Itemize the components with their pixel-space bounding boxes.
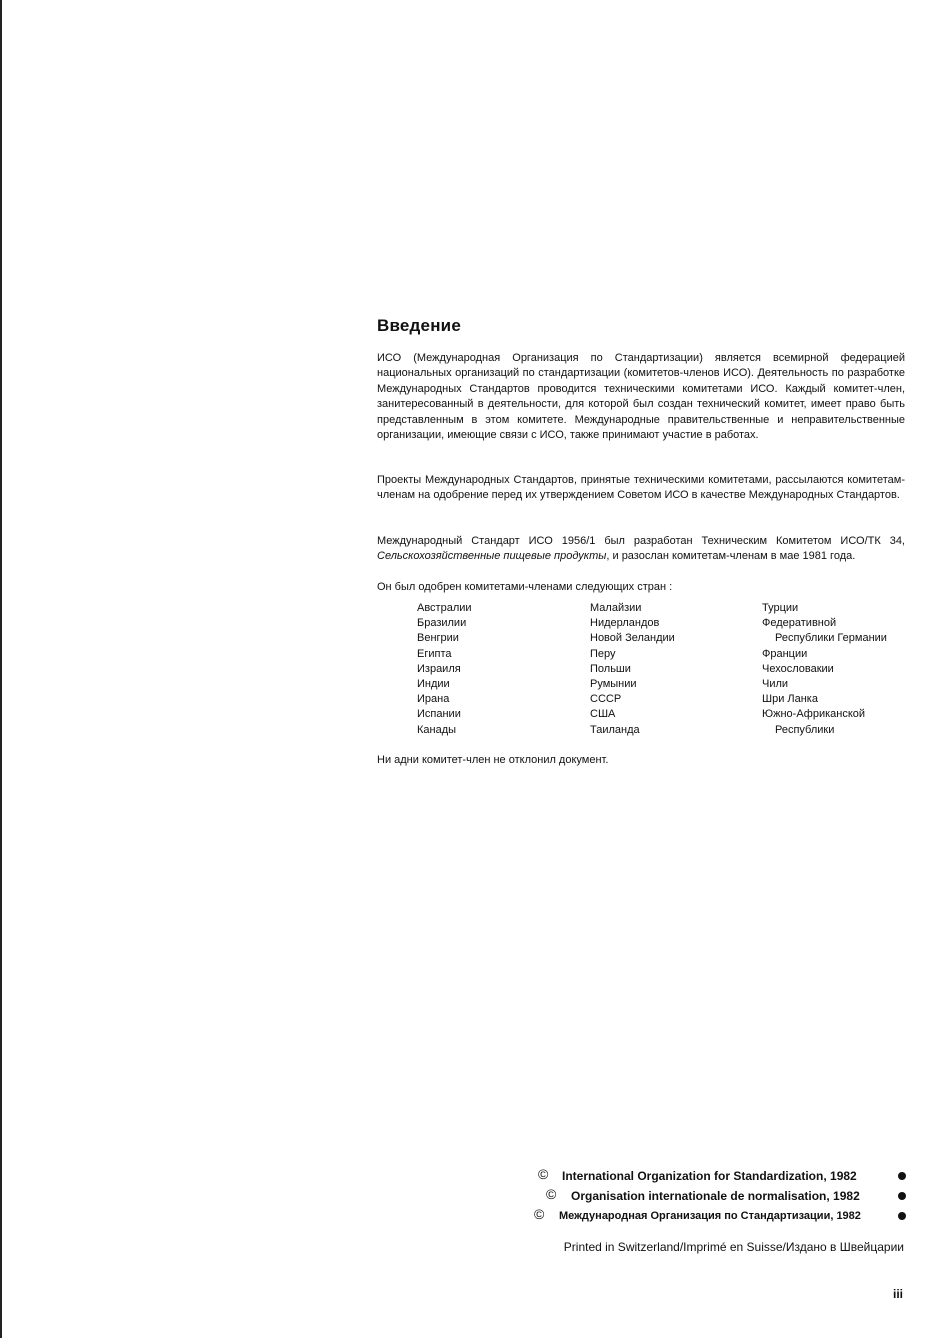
printed-in-note: Printed in Switzerland/Imprimé en Suisse/Издано в Швейцарии <box>563 1240 904 1254</box>
country-item: США <box>590 708 616 721</box>
country-item: СССР <box>590 693 622 706</box>
country-item: Федеративной <box>762 617 837 630</box>
country-item: Канады <box>417 723 457 736</box>
country-item: Франции <box>762 647 808 660</box>
country-item: Австралии <box>417 602 472 614</box>
paragraph-standard-origin <box>377 534 905 565</box>
country-item: Румынии <box>590 678 637 691</box>
countries-column-3 <box>762 601 932 738</box>
page-title: Введение <box>377 316 461 335</box>
paragraph-draft-standards: Проекты Международных Стандартов, принятые техническими комитетами, рассылаются комитетам-членам на одобрение перед их утверждением Советом ИСО в качестве Международных Стандартов. <box>377 474 905 502</box>
country-item-continuation: Республики <box>775 723 835 736</box>
copyright-text: Organisation internationale de normalisation, 1982 <box>571 1189 860 1203</box>
copyright-text: International Organization for Standardization, 1982 <box>562 1169 857 1183</box>
copyright-text: Международная Организация по Стандартизации, 1982 <box>559 1210 861 1222</box>
paragraph-iso-description: ИСО (Международная Организация по Стандартизации) является всемирной федерацией национальных организаций по стандартизации (комитетов-членов ИСО). Деятельность по разработке Международных Стандартов проводится техническими комитетами ИСО. Каждый комитет-член, занитересованный в деятельности, для которой был создан технический комитет, имеет право быть представленным в этом комитете. Международные правительственные и неправительственные организации, имеющие связи с ИСО, также принимают участие в работах. <box>377 352 905 442</box>
bullet-icon <box>898 1192 906 1200</box>
bullet-icon <box>898 1212 906 1220</box>
page-number: iii <box>892 1287 903 1301</box>
country-item: Чехословакии <box>762 662 834 675</box>
paragraph-no-rejection: Ни адни комитет-член не отклонил документ. <box>377 754 609 766</box>
country-item: Чили <box>762 678 789 691</box>
country-item: Турции <box>762 602 799 614</box>
country-item: Шри Ланка <box>762 693 818 706</box>
countries-column-1 <box>417 601 587 738</box>
country-item: Новой Зеландии <box>590 632 675 645</box>
country-item: Нидерландов <box>590 617 660 630</box>
country-item: Южно-Африканской <box>762 708 866 721</box>
country-item: Таиланда <box>590 723 640 736</box>
copyright-icon: © <box>538 1166 549 1182</box>
standard-origin-text: Международный Стандарт ИСО 1956/1 был разработан Техническим Комитетом ИСО/ТК 34, <box>377 535 905 547</box>
standard-origin-text-end: , и разослан комитетам-членам в мае 1981 года. <box>606 550 856 563</box>
copyright-icon: © <box>534 1206 545 1222</box>
country-item: Польши <box>590 662 631 675</box>
country-item-continuation: Республики Германии <box>775 632 887 645</box>
paragraph-approval-intro: Он был одобрен комитетами-членами следующих стран : <box>377 581 673 593</box>
country-item: Бразилии <box>417 617 467 630</box>
committee-title-italic: Сельскохозяйственные пищевые продукты <box>377 550 607 563</box>
country-item: Индии <box>417 678 450 691</box>
bullet-icon <box>898 1172 906 1180</box>
country-item: Малайзии <box>590 602 642 614</box>
countries-column-2 <box>590 601 760 738</box>
country-item: Египта <box>417 647 452 660</box>
country-item: Испании <box>417 708 461 721</box>
copyright-icon: © <box>546 1186 557 1202</box>
country-item: Перу <box>590 647 616 660</box>
country-item: Ирана <box>417 693 450 706</box>
country-item: Венгрии <box>417 632 459 645</box>
country-item: Израиля <box>417 662 461 675</box>
page-edge-line <box>0 0 2 1338</box>
